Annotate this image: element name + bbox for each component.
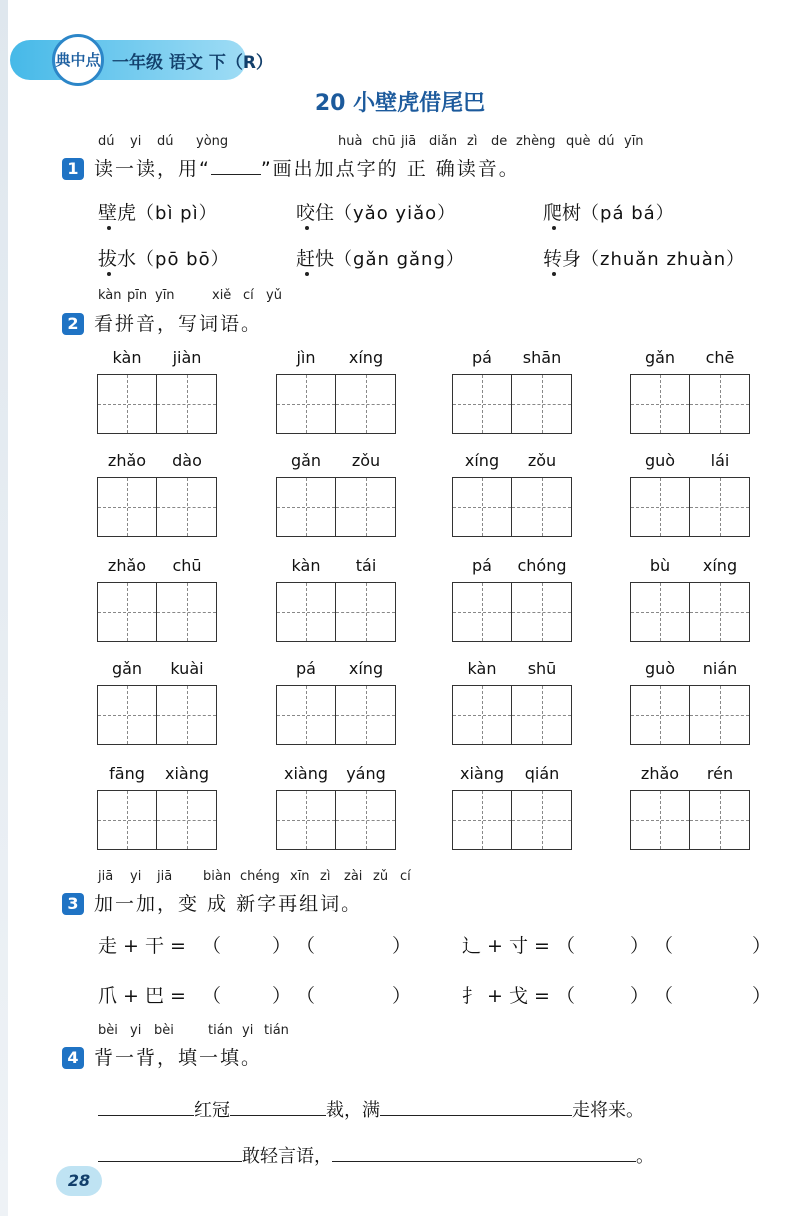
q4-instruction: 背一背，填一填。: [94, 1047, 263, 1069]
q1-item-word: 转身: [543, 248, 582, 270]
emphasis-dot: [305, 226, 309, 230]
writing-cell[interactable]: [630, 582, 690, 642]
pinyin-syllable: chéng: [240, 869, 280, 884]
q1-item-options: （bì pì）: [136, 203, 218, 224]
writing-cell[interactable]: [276, 582, 336, 642]
writing-cell[interactable]: [512, 477, 572, 537]
pinyin-syllable: yīn: [155, 288, 175, 303]
word-pinyin: guò: [644, 451, 676, 470]
word-pinyin: zǒu: [527, 451, 557, 470]
emphasis-dot: [107, 272, 111, 276]
writing-cell[interactable]: [336, 685, 396, 745]
word-pinyin: xiàng: [164, 764, 209, 783]
word-pinyin: zǒu: [351, 451, 381, 470]
writing-box-pair: [630, 790, 750, 850]
writing-cell[interactable]: [512, 790, 572, 850]
writing-cell[interactable]: [97, 790, 157, 850]
pinyin-syllable: biàn: [203, 869, 232, 884]
writing-cell[interactable]: [276, 685, 336, 745]
writing-cell[interactable]: [690, 685, 750, 745]
pinyin-syllable: jiā: [401, 134, 417, 149]
pinyin-syllable: diǎn: [429, 134, 458, 149]
q4-text: 裁，满: [326, 1100, 380, 1121]
word-pinyin: pá: [472, 556, 492, 575]
writing-cell[interactable]: [690, 790, 750, 850]
q1-item: [98, 198, 218, 225]
writing-box-pair: [630, 374, 750, 434]
writing-cell[interactable]: [452, 582, 512, 642]
writing-box-pair: [97, 685, 217, 745]
pinyin-syllable: bèi: [154, 1023, 174, 1038]
word-pinyin: gǎn: [290, 451, 322, 470]
pinyin-syllable: jiā: [98, 869, 114, 884]
fill-blank[interactable]: [332, 1161, 636, 1162]
word-pinyin: zhǎo: [640, 764, 680, 783]
q3-paren-close: ）: [272, 935, 292, 957]
pinyin-syllable: yīn: [624, 134, 644, 149]
q1-item: [543, 198, 675, 225]
word-pinyin: rén: [706, 764, 734, 783]
pinyin-syllable: què: [566, 134, 591, 149]
header-subject: 一年级 语文 下（R）: [112, 53, 273, 73]
writing-cell[interactable]: [452, 790, 512, 850]
word-pinyin: chóng: [517, 556, 567, 575]
pinyin-syllable: yi: [130, 869, 142, 884]
pinyin-syllable: zì: [320, 869, 331, 884]
pinyin-syllable: dú: [598, 134, 615, 149]
word-pinyin: tái: [355, 556, 377, 575]
q4-text: 走将来。: [572, 1100, 644, 1121]
word-pinyin: xíng: [464, 451, 500, 470]
fill-blank[interactable]: [230, 1115, 326, 1116]
writing-cell[interactable]: [97, 374, 157, 434]
q1-instruction: [94, 154, 520, 181]
q3-equation-lhs: 走 + 干 =: [98, 935, 186, 957]
lesson-title: 20 小壁虎借尾巴: [314, 91, 486, 116]
writing-cell[interactable]: [157, 685, 217, 745]
writing-cell[interactable]: [512, 374, 572, 434]
writing-box-pair: [630, 685, 750, 745]
q1-item-options: （pō bō）: [136, 249, 230, 270]
pinyin-syllable: yi: [130, 134, 142, 149]
writing-box-pair: [276, 582, 396, 642]
page-number: 28: [56, 1166, 102, 1196]
writing-box-pair: [452, 790, 572, 850]
q4-fill-line-2: [98, 1142, 654, 1168]
pinyin-syllable: zhèng: [516, 134, 556, 149]
writing-box-pair: [276, 477, 396, 537]
q4-text: 红冠: [194, 1100, 230, 1121]
writing-cell[interactable]: [690, 374, 750, 434]
q3-paren-open: （: [296, 985, 316, 1007]
writing-cell[interactable]: [157, 790, 217, 850]
writing-box-pair: [452, 374, 572, 434]
q1-blank-sample: [211, 174, 261, 175]
writing-cell[interactable]: [97, 685, 157, 745]
word-pinyin: dào: [172, 451, 202, 470]
writing-cell[interactable]: [97, 582, 157, 642]
writing-cell[interactable]: [630, 685, 690, 745]
q3-paren-open: （: [654, 985, 674, 1007]
pinyin-syllable: kàn: [98, 288, 122, 303]
pinyin-syllable: zì: [467, 134, 478, 149]
word-pinyin: chū: [172, 556, 202, 575]
pinyin-syllable: chū: [372, 134, 396, 149]
writing-box-pair: [97, 374, 217, 434]
question-number-4: 4: [62, 1047, 84, 1069]
q3-paren-open: （: [202, 985, 222, 1007]
writing-cell[interactable]: [157, 582, 217, 642]
q1-item-word: 拔水: [98, 248, 137, 270]
pinyin-syllable: pīn: [127, 288, 148, 303]
q1-item-options: （yǎo yiǎo）: [334, 203, 457, 224]
pinyin-syllable: yǔ: [266, 288, 282, 303]
question-number-2: 2: [62, 313, 84, 335]
q3-paren-open: （: [556, 935, 576, 957]
q1-item: [98, 244, 230, 271]
q3-paren-open: （: [296, 935, 316, 957]
q1-item-word: 赶快: [296, 248, 335, 270]
word-pinyin: pá: [296, 659, 316, 678]
q1-instruction-before: 读一读，用“: [94, 158, 211, 180]
writing-cell[interactable]: [452, 477, 512, 537]
pinyin-syllable: xīn: [290, 869, 310, 884]
writing-box-pair: [452, 477, 572, 537]
q1-item-word: 咬住: [296, 202, 335, 224]
writing-cell[interactable]: [630, 790, 690, 850]
word-pinyin: jiàn: [172, 348, 202, 367]
fill-blank[interactable]: [98, 1115, 194, 1116]
pinyin-syllable: zǔ: [373, 869, 389, 884]
pinyin-syllable: tián: [208, 1023, 233, 1038]
writing-cell[interactable]: [276, 790, 336, 850]
pinyin-syllable: tián: [264, 1023, 289, 1038]
writing-box-pair: [630, 477, 750, 537]
pinyin-syllable: xiě: [212, 288, 232, 303]
word-pinyin: kàn: [467, 659, 497, 678]
writing-cell[interactable]: [336, 374, 396, 434]
word-pinyin: gǎn: [644, 348, 676, 367]
writing-box-pair: [276, 374, 396, 434]
emphasis-dot: [305, 272, 309, 276]
q1-item-word: 壁虎: [98, 202, 137, 224]
q3-paren-close: ）: [272, 985, 292, 1007]
word-pinyin: bù: [649, 556, 671, 575]
writing-cell[interactable]: [336, 582, 396, 642]
q1-item-options: （pá bá）: [581, 203, 675, 224]
word-pinyin: pá: [472, 348, 492, 367]
q3-paren-close: ）: [752, 935, 772, 957]
q4-text: 。: [636, 1146, 654, 1167]
writing-cell[interactable]: [452, 374, 512, 434]
writing-box-pair: [97, 477, 217, 537]
q3-paren-open: （: [654, 935, 674, 957]
writing-cell[interactable]: [97, 477, 157, 537]
writing-cell[interactable]: [630, 477, 690, 537]
word-pinyin: xiàng: [283, 764, 328, 783]
q1-item-options: （gǎn gǎng）: [334, 249, 465, 270]
word-pinyin: guò: [644, 659, 676, 678]
word-pinyin: yáng: [346, 764, 386, 783]
writing-box-pair: [452, 582, 572, 642]
word-pinyin: qián: [524, 764, 560, 783]
fill-blank[interactable]: [380, 1115, 572, 1116]
writing-box-pair: [97, 582, 217, 642]
writing-cell[interactable]: [690, 477, 750, 537]
q3-equation-lhs: 扌 + 戈 =: [462, 985, 550, 1007]
q3-equation-lhs: 爪 + 巴 =: [98, 985, 186, 1007]
q3-paren-close: ）: [392, 985, 412, 1007]
writing-cell[interactable]: [690, 582, 750, 642]
q4-fill-line-1: [98, 1096, 644, 1122]
pinyin-syllable: cí: [400, 869, 411, 884]
emphasis-dot: [107, 226, 111, 230]
writing-box-pair: [97, 790, 217, 850]
writing-cell[interactable]: [630, 374, 690, 434]
word-pinyin: shū: [527, 659, 557, 678]
pinyin-syllable: de: [491, 134, 508, 149]
pinyin-syllable: yi: [130, 1023, 142, 1038]
pinyin-syllable: dú: [98, 134, 115, 149]
word-pinyin: gǎn: [111, 659, 143, 678]
writing-cell[interactable]: [276, 374, 336, 434]
q3-paren-close: ）: [752, 985, 772, 1007]
question-number-1: 1: [62, 158, 84, 180]
writing-cell[interactable]: [512, 685, 572, 745]
pinyin-syllable: yòng: [196, 134, 229, 149]
q1-item: [543, 244, 745, 271]
q1-item: [296, 198, 456, 225]
writing-box-pair: [452, 685, 572, 745]
q1-item-options: （zhuǎn zhuàn）: [581, 249, 746, 270]
writing-cell[interactable]: [157, 477, 217, 537]
q2-instruction: 看拼音，写词语。: [94, 313, 263, 335]
word-pinyin: chē: [705, 348, 735, 367]
q3-instruction: 加一加，变 成 新字再组词。: [94, 893, 363, 915]
word-pinyin: xiàng: [459, 764, 504, 783]
pinyin-syllable: cí: [243, 288, 254, 303]
question-number-3: 3: [62, 893, 84, 915]
emphasis-dot: [552, 226, 556, 230]
word-pinyin: kàn: [291, 556, 321, 575]
emphasis-dot: [552, 272, 556, 276]
q1-instruction-after: ”画出加点字的 正 确读音。: [260, 158, 520, 180]
word-pinyin: xíng: [348, 659, 384, 678]
q1-item: [296, 244, 465, 271]
word-pinyin: fāng: [109, 764, 145, 783]
q3-equation-lhs: 辶 + 寸 =: [462, 935, 550, 957]
word-pinyin: xíng: [348, 348, 384, 367]
word-pinyin: lái: [710, 451, 730, 470]
word-pinyin: zhǎo: [107, 451, 147, 470]
writing-cell[interactable]: [512, 582, 572, 642]
q3-paren-open: （: [202, 935, 222, 957]
writing-cell[interactable]: [336, 790, 396, 850]
writing-cell[interactable]: [276, 477, 336, 537]
pinyin-syllable: bèi: [98, 1023, 118, 1038]
q3-paren-close: ）: [630, 985, 650, 1007]
word-pinyin: jìn: [296, 348, 316, 367]
writing-cell[interactable]: [452, 685, 512, 745]
book-logo: 典中点: [52, 34, 104, 86]
pinyin-syllable: huà: [338, 134, 363, 149]
q1-item-word: 爬树: [543, 202, 582, 224]
fill-blank[interactable]: [98, 1161, 242, 1162]
writing-cell[interactable]: [336, 477, 396, 537]
writing-box-pair: [276, 685, 396, 745]
pinyin-syllable: zài: [344, 869, 363, 884]
page-left-band: [0, 0, 8, 1216]
q4-text: 敢轻言语，: [242, 1146, 332, 1167]
word-pinyin: zhǎo: [107, 556, 147, 575]
writing-cell[interactable]: [157, 374, 217, 434]
word-pinyin: kuài: [170, 659, 204, 678]
word-pinyin: shān: [522, 348, 562, 367]
pinyin-syllable: yi: [242, 1023, 254, 1038]
pinyin-syllable: dú: [157, 134, 174, 149]
word-pinyin: xíng: [702, 556, 738, 575]
q3-paren-open: （: [556, 985, 576, 1007]
writing-box-pair: [630, 582, 750, 642]
word-pinyin: kàn: [112, 348, 142, 367]
q3-paren-close: ）: [630, 935, 650, 957]
writing-box-pair: [276, 790, 396, 850]
word-pinyin: nián: [702, 659, 738, 678]
pinyin-syllable: jiā: [157, 869, 173, 884]
q3-paren-close: ）: [392, 935, 412, 957]
